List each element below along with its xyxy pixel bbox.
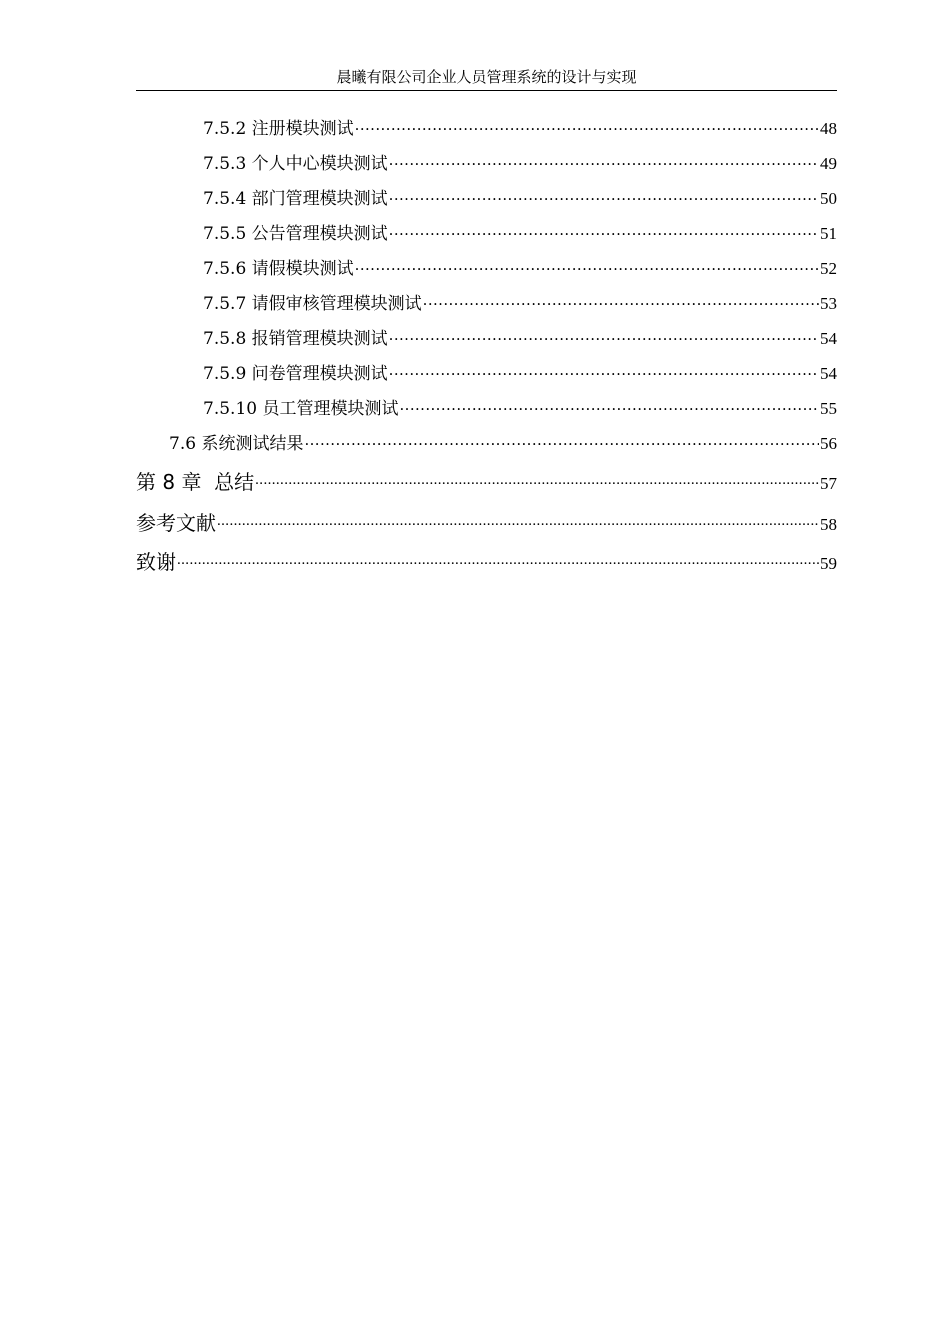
toc-entry-label: 7.5.7 请假审核管理模块测试: [203, 294, 422, 314]
dot-leader: [177, 549, 819, 569]
toc-entry[interactable]: [203, 219, 837, 245]
toc-entry-label: 7.5.4 部门管理模块测试: [203, 189, 388, 209]
toc-entry[interactable]: [203, 254, 837, 280]
toc-entry[interactable]: [203, 324, 837, 350]
toc-entry-page: 50: [820, 189, 837, 208]
toc-entry-page: 54: [820, 364, 837, 383]
toc-entry[interactable]: [136, 466, 837, 492]
toc-entry-label: 7.5.9 问卷管理模块测试: [203, 364, 388, 384]
dot-leader: [355, 117, 819, 134]
toc-entry-page: 58: [820, 515, 837, 534]
toc-entry[interactable]: [203, 359, 837, 385]
dot-leader: [355, 257, 819, 274]
dot-leader: [255, 469, 819, 489]
toc-entry-label: 致谢: [136, 550, 176, 574]
toc-entry-page: 53: [820, 294, 837, 313]
toc-entry-page: 54: [820, 329, 837, 348]
dot-leader: [304, 432, 819, 449]
toc-entry[interactable]: [203, 184, 837, 210]
dot-leader: [389, 187, 819, 204]
toc-entry-page: 49: [820, 154, 837, 173]
toc-entry-label: 参考文献: [136, 511, 216, 535]
toc-entry[interactable]: [169, 429, 837, 455]
toc-entry-label: 7.5.2 注册模块测试: [203, 119, 354, 139]
toc-entry[interactable]: [203, 289, 837, 315]
toc-entry[interactable]: [136, 546, 837, 572]
toc-entry[interactable]: [203, 114, 837, 140]
dot-leader: [423, 292, 819, 309]
toc-entry[interactable]: [136, 507, 837, 533]
toc-entry-page: 55: [820, 399, 837, 418]
header-title: 晨曦有限公司企业人员管理系统的设计与实现: [336, 68, 637, 86]
toc-entry-page: 56: [820, 434, 837, 453]
toc-entry-label: 7.5.5 公告管理模块测试: [203, 224, 388, 244]
toc-entry-label: 7.5.8 报销管理模块测试: [203, 329, 388, 349]
dot-leader: [389, 222, 819, 239]
toc-entry-label: 7.5.6 请假模块测试: [203, 259, 354, 279]
dot-leader: [217, 510, 819, 530]
running-header: [136, 66, 837, 91]
dot-leader: [389, 327, 819, 344]
dot-leader: [389, 152, 819, 169]
toc-entry-page: 48: [820, 119, 837, 138]
toc-entry-page: 52: [820, 259, 837, 278]
toc-entry-page: 59: [820, 554, 837, 573]
dot-leader: [389, 362, 819, 379]
toc-entry-label: 7.5.3 个人中心模块测试: [203, 154, 388, 174]
toc-entry-label: 7.5.10 员工管理模块测试: [203, 399, 399, 419]
dot-leader: [399, 397, 819, 414]
toc-entry-page: 51: [820, 224, 837, 243]
toc-entry[interactable]: [203, 149, 837, 175]
toc-entry-label: 第 8 章 总结: [136, 470, 255, 494]
toc-entry-page: 57: [820, 474, 837, 493]
toc-entry-label: 7.6 系统测试结果: [169, 434, 304, 454]
toc-entry[interactable]: [203, 394, 837, 420]
